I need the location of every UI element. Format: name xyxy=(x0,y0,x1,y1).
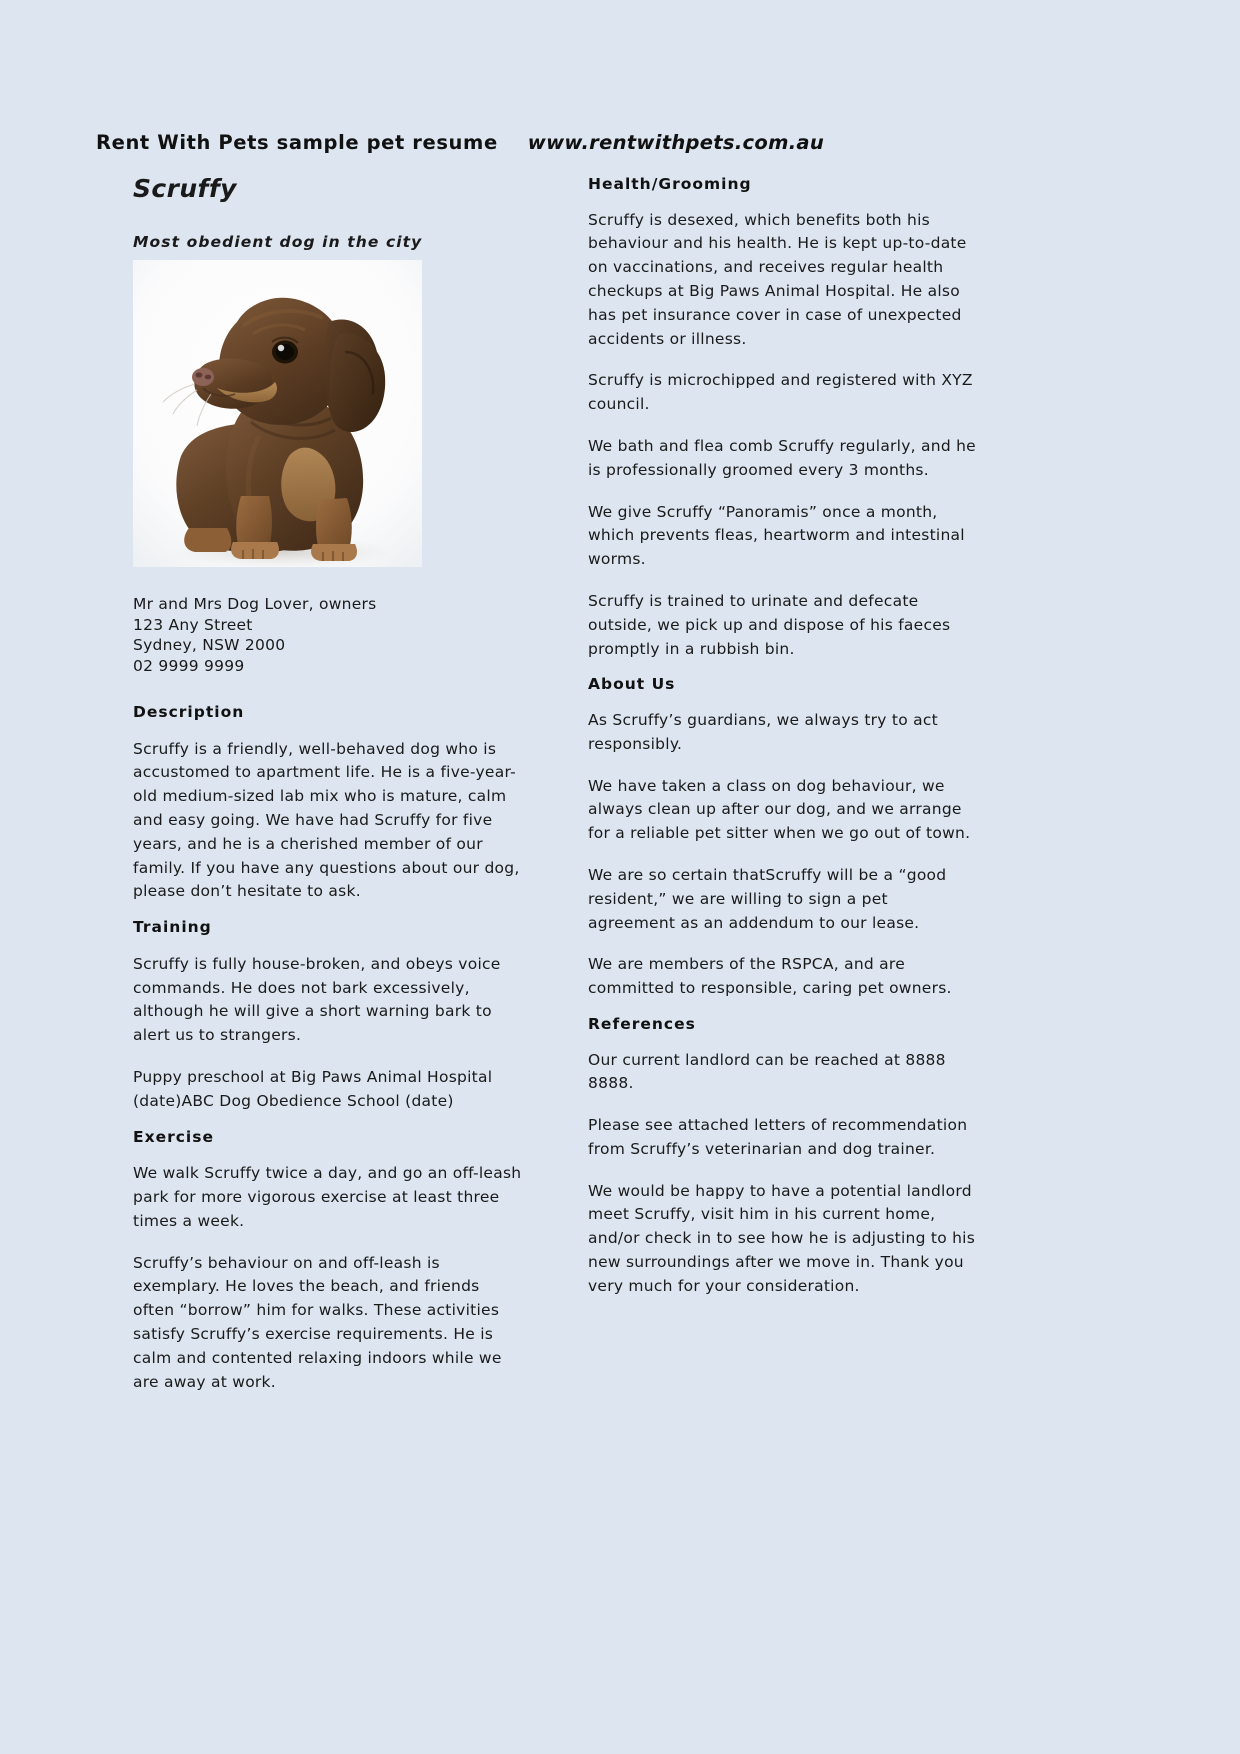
section-heading-training: Training xyxy=(133,918,212,937)
paragraph: Scruffy is fully house-broken, and obeys voice commands. He does not bark excessively, although he will give a short warning bark to alert us to strangers. xyxy=(133,954,501,1045)
paragraph: Puppy preschool at Big Paws Animal Hospital (date)ABC Dog Obedience School (date) xyxy=(133,1068,493,1110)
paragraph: We bath and flea comb Scruffy regularly, and he is professionally groomed every 3 months. xyxy=(588,436,976,479)
owner-contact-block xyxy=(133,594,523,676)
right-column xyxy=(588,175,976,1299)
paragraph: We are members of the RSPCA, and are committed to responsible, caring pet owners. xyxy=(588,955,952,998)
left-column xyxy=(133,175,523,1394)
paragraph: We walk Scruffy twice a day, and go an off-leash park for more vigorous exercise at least three times a week. xyxy=(133,1164,522,1230)
header-title: Rent With Pets sample pet resume xyxy=(96,131,498,154)
header-website-url: www.rentwithpets.com.au xyxy=(527,131,825,154)
paragraph: Scruffy is desexed, which benefits both his behaviour and his health. He is kept up-to-date on vaccinations, and receives regular health checkups at Big Paws Animal Hospital. He also has pet insurance cover in case of unexpected accidents or illness. xyxy=(588,210,967,348)
paragraph: Scruffy’s behaviour on and off-leash is exemplary. He loves the beach, and friends often “borrow” him for walks. These activities satisfy Scruffy’s exercise requirements. He is calm and contented relaxing indoors while we are away at work. xyxy=(133,1253,502,1391)
section-references xyxy=(588,1015,976,1299)
section-heading-health-grooming: Health/Grooming xyxy=(588,175,752,193)
paragraph: As Scruffy’s guardians, we always try to act responsibly. xyxy=(588,710,938,753)
owner-phone: 02 9999 9999 xyxy=(133,656,245,675)
section-exercise xyxy=(133,1128,523,1395)
owner-street: 123 Any Street xyxy=(133,615,253,634)
section-description xyxy=(133,703,523,904)
section-health-grooming xyxy=(588,175,976,661)
section-about-us xyxy=(588,675,976,1001)
paragraph: We have taken a class on dog behaviour, we always clean up after our dog, and we arrange for a reliable pet sitter when we go out of town. xyxy=(588,776,971,843)
owner-names: Mr and Mrs Dog Lover, owners xyxy=(133,595,377,614)
section-heading-description: Description xyxy=(133,703,245,722)
paragraph: Please see attached letters of recommendation from Scruffy’s veterinarian and dog trainer. xyxy=(588,1116,968,1158)
pet-name-heading: Scruffy xyxy=(133,174,237,203)
pet-tagline: Most obedient dog in the city xyxy=(133,232,423,251)
paragraph: Our current landlord can be reached at 8888 8888. xyxy=(588,1050,946,1093)
owner-city-state-postcode: Sydney, NSW 2000 xyxy=(133,636,286,655)
paragraph: We are so certain thatScruffy will be a “good resident,” we are willing to sign a pet agreement as an addendum to our lease. xyxy=(588,865,947,932)
page-header xyxy=(96,131,824,154)
paragraph: Scruffy is microchipped and registered with XYZ council. xyxy=(588,371,973,414)
pet-photo xyxy=(133,260,422,567)
paragraph: Scruffy is trained to urinate and defecate outside, we pick up and dispose of his faeces promptly in a rubbish bin. xyxy=(588,591,951,658)
paragraph: We give Scruffy “Panoramis” once a month, which prevents fleas, heartworm and intestinal worms. xyxy=(588,502,965,569)
paragraph: We would be happy to have a potential landlord meet Scruffy, visit him in his current home, and/or check in to see how he is adjusting to his new surroundings after we move in. Thank you very much for your consideration. xyxy=(588,1181,976,1295)
section-heading-about-us: About Us xyxy=(588,675,676,694)
paragraph: Scruffy is a friendly, well-behaved dog who is accustomed to apartment life. He is a five-year-old medium-sized lab mix who is mature, calm and easy going. We have had Scruffy for five years, and he is a cherished member of our family. If you have any questions about our dog, please don’t hesitate to ask. xyxy=(133,739,520,901)
dog-photo-illustration xyxy=(133,260,422,567)
section-heading-exercise: Exercise xyxy=(133,1127,214,1146)
section-heading-references: References xyxy=(588,1014,696,1033)
section-training xyxy=(133,918,523,1113)
